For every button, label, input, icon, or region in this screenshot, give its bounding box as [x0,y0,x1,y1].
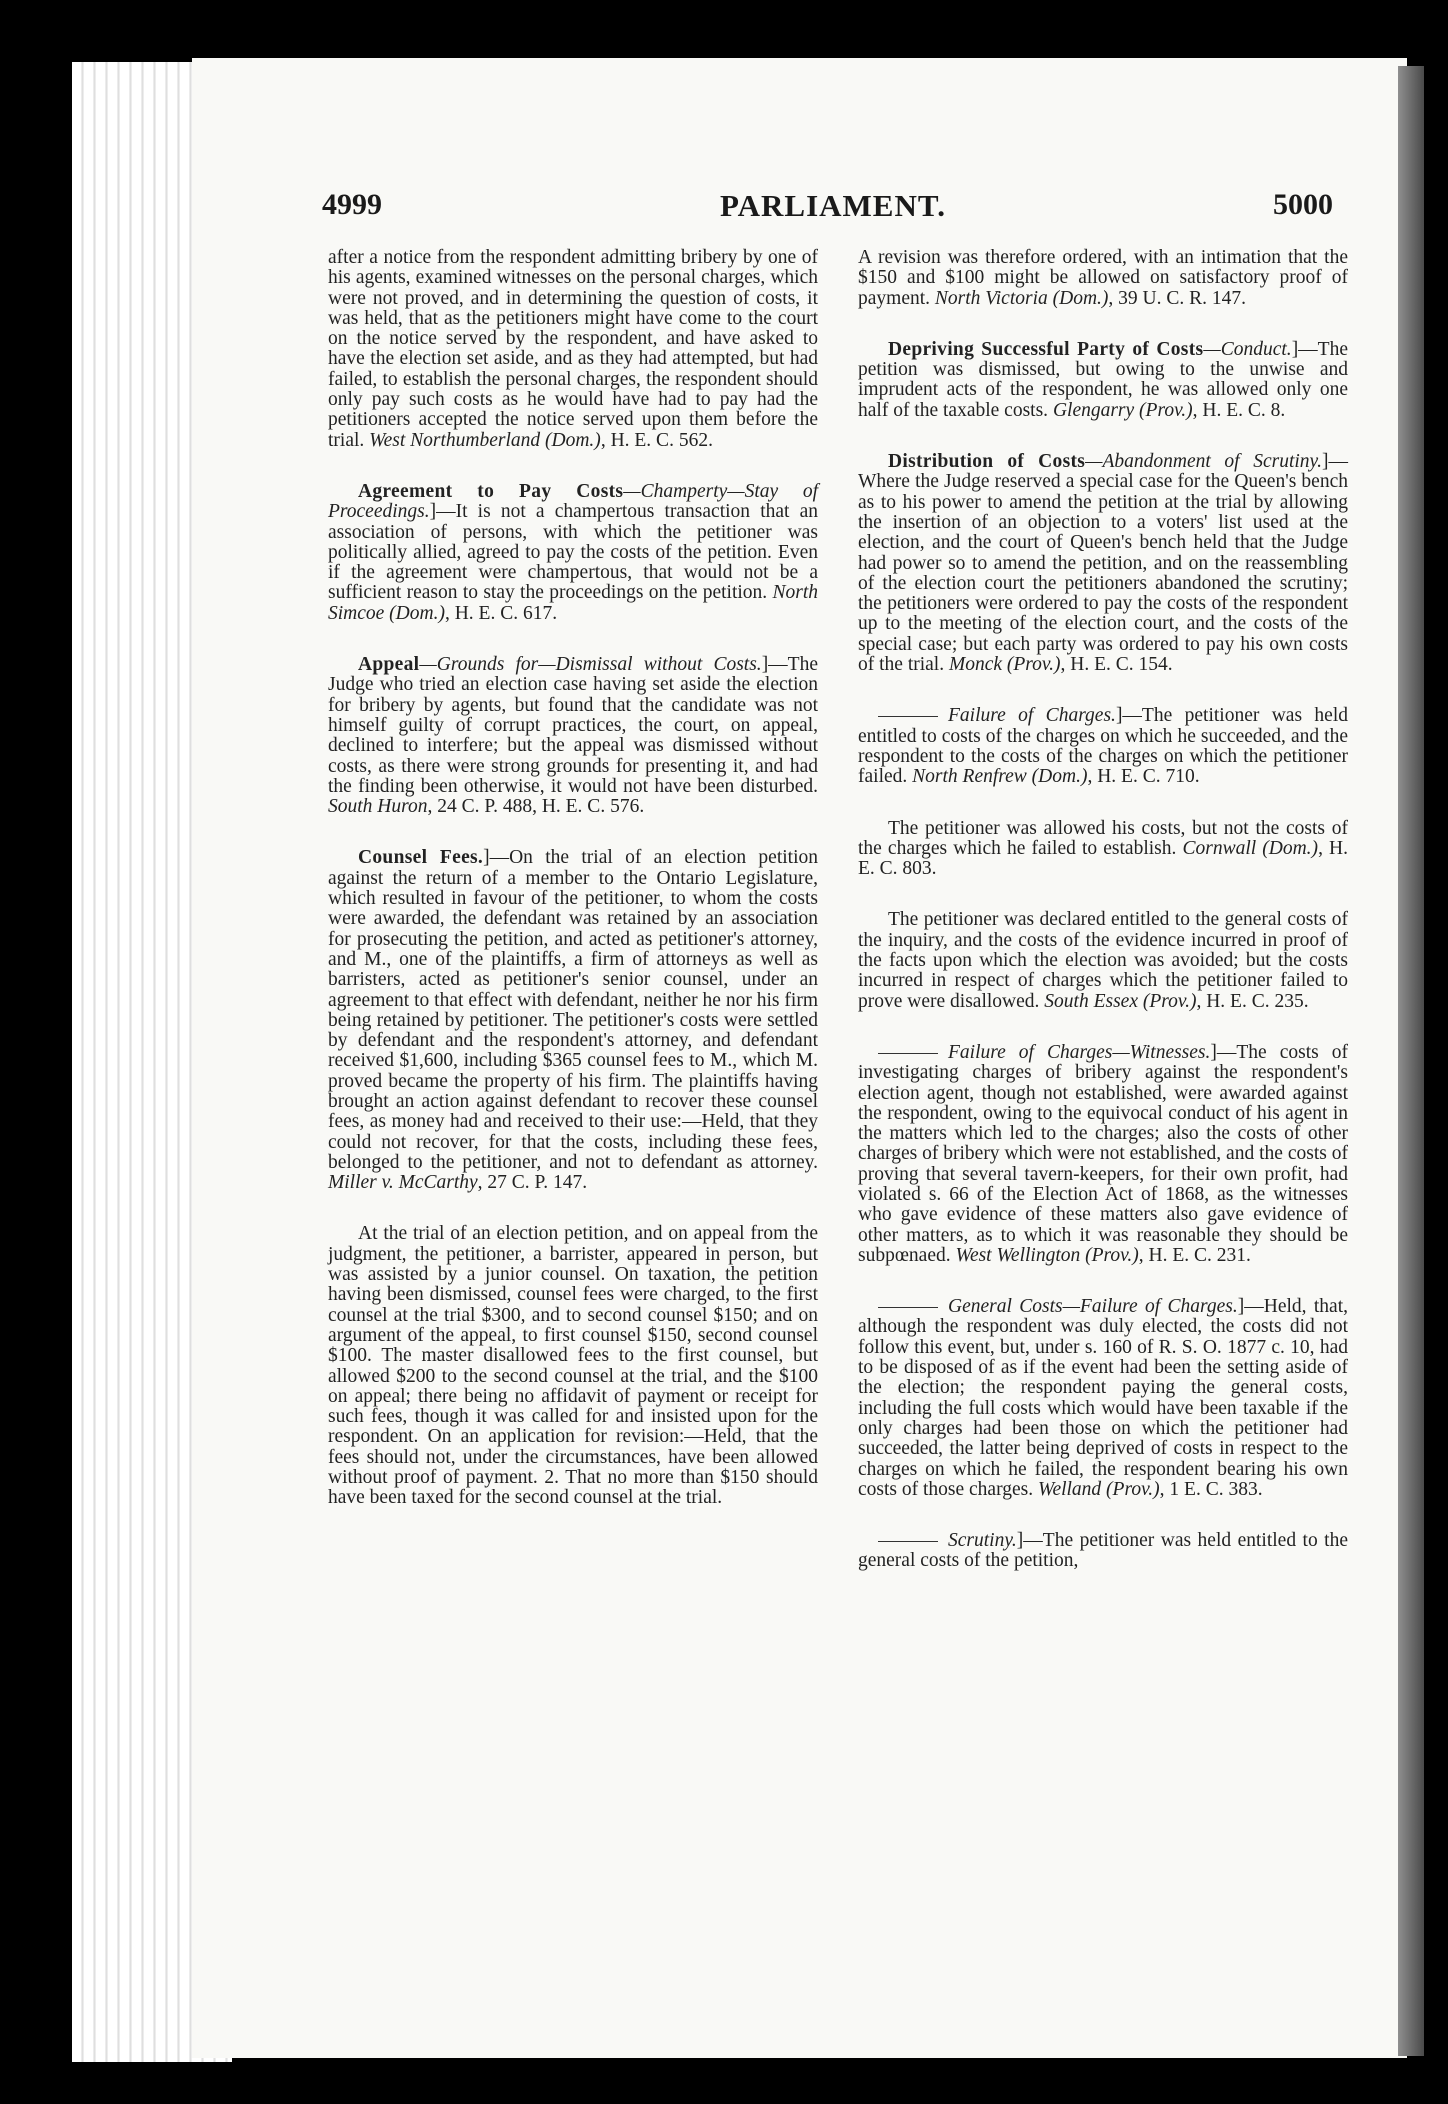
entry-text: ]—The petitioner was held entitled to the general costs of the petition, [858,1530,1348,1572]
running-heading: PARLIAMENT. [720,188,946,223]
entry-text: ]—Where the Judge reserved a special case for the Queen's bench as to his power to amend the petition at the trial by allowing the insertion of an objection to a voters' list used at the election, and the court of Queen's bench held that the Judge had power so to amend the petition, and on the reassembling of the election court the petitioners abandoned the scrutiny; the petitioners were ordered to pay the costs of the respondent up to the meeting of the election court, and the costs of the special case; but each party was ordered to pay his own costs of the trial. [858,451,1348,676]
entry-subheading: —Abandonment of Scrutiny. [1085,451,1322,473]
case-citation: Glengarry (Prov.) [1052,399,1193,421]
entry-text: ]—The petitioner was held entitled to costs of the charges on which he succeeded, and the respondent to the costs of the charges on which the petitioner failed. [858,705,1348,788]
entry-paragraph [858,340,1348,421]
entry-text: after a notice from the respondent admitting bribery by one of his agents, examined witnesses on the personal charges, which were not proved, and in determining the question of costs, it was held, that as the petitioners might have come to the court on the notice served by the respondent, and have asked to have the election set aside, and as they had attempted, but had failed, to establish the personal charges, the respondent should only pay such costs as he would have had to pay had the petitioners accepted the notice served upon them before the trial. [328,247,818,451]
entry-paragraph [858,1531,1348,1572]
entry-heading: Distribution of Costs [888,451,1086,473]
entry-paragraph [858,452,1348,675]
entry-text: The petitioner was declared entitled to the general costs of the inquiry, and the costs of the evidence incurred in proof of the facts upon which the election was avoided; but the costs incurred in respect of charges which the petitioner failed to prove were disallowed. [858,909,1348,1012]
entry-text: ]—It is not a champertous transaction that an association of persons, with which the petitioner was politically allied, agreed to pay the costs of the petition. Even if the agreement were champertous, that would not be a sufficient reason to stay the proceedings on the petition. [328,501,818,604]
case-citation: South Huron [328,796,428,818]
entry-heading: Counsel Fees. [358,847,484,869]
case-citation: South Essex (Prov.) [1044,990,1197,1012]
report-reference: , 24 C. P. 488, H. E. C. 576. [427,796,645,818]
report-reference: , H. E. C. 235. [1196,990,1309,1012]
right-column [858,248,1348,1603]
case-citation: North Simcoe (Dom.) [328,582,818,624]
entry-subheading: Failure of Charges. [948,705,1116,727]
report-reference: , H. E. C. 803. [858,837,1348,880]
entry-subheading: —Grounds for—Dismissal without Costs. [419,654,762,676]
entry-paragraph [328,482,818,624]
ditto-dash [878,1541,938,1542]
page-number-right: 5000 [1273,188,1333,221]
page-number-left: 4999 [322,188,382,221]
report-reference: , H. E. C. 562. [600,429,713,451]
case-citation: Monck (Prov.) [948,654,1061,676]
entry-paragraph [858,910,1348,1011]
entry-paragraph [858,706,1348,787]
ditto-dash [878,1053,938,1054]
page-edge-shadow [1398,66,1424,2056]
entry-text: The petitioner was allowed his costs, but not the costs of the charges which he failed to establish. [858,817,1348,859]
report-reference: , H. E. C. 617. [444,602,558,624]
report-reference: , H. E. C. 8. [1192,399,1286,421]
entry-paragraph [858,819,1348,880]
entry-paragraph [858,248,1348,309]
case-citation: North Renfrew (Dom.) [912,766,1088,788]
entry-text: ]—Held, that, although the respondent was duly elected, the costs did not follow this event, but, under s. 160 of R. S. O. 1877 c. 10, had to be disposed of as if the event had been the setting aside of the election; the respondent paying the general costs, including the full costs which would have been taxable if the only charges had been those on which the petitioner had succeeded, the latter being deprived of costs in respect to the charges on which he failed, the respondent bearing his own costs of those charges. [858,1296,1349,1500]
entry-paragraph [858,1297,1348,1500]
report-reference: , H. E. C. 154. [1060,654,1173,676]
report-reference: , H. E. C. 710. [1087,766,1200,788]
entry-text: At the trial of an election petition, and on appeal from the judgment, the petitioner, a barrister, appeared in person, but was assisted by a junior counsel. On taxation, the petition having been dismissed, counsel fees were charged, to the first counsel at the trial $300, and to second counsel $150; and on argument of the appeal, to first counsel $150, second counsel $100. The master disallowed fees to the first counsel, but allowed $200 to the second counsel at the trial, and the $100 on appeal; there being no affidavit of payment or receipt for such fees, though it was called for and insisted upon for the respondent. On an application for revision:—Held, that the fees should not, under the circumstances, have been allowed without proof of payment. 2. That no more than $150 should have been taxed for the second counsel at the trial. [328,1223,818,1509]
entry-subheading: —Conduct. [1203,338,1292,360]
entry-text: ]—The Judge who tried an election case having set aside the election for bribery by agents, but found that the candidate was not himself guilty of corrupt practices, the court, on appeal, declined to interfere; but the appeal was dismissed without costs, as there were strong grounds for presenting it, and had the finding been otherwise, it would not have been disturbed. [328,654,818,797]
report-reference: , H. E. C. 231. [1138,1244,1251,1266]
entry-subheading: General Costs—Failure of Charges. [948,1296,1238,1318]
left-column [328,248,818,1540]
entry-paragraph [858,1043,1348,1266]
entry-text: ]—The petition was dismissed, but owing to the unwise and imprudent acts of the respondent, he was allowed only one half of the taxable costs. [858,338,1348,421]
entry-paragraph [328,655,818,817]
ditto-dash [878,716,938,717]
entry-paragraph [328,848,818,1193]
entry-heading: Agreement to Pay Costs [358,480,624,502]
case-citation: North Victoria (Dom.) [934,287,1109,309]
entry-subheading: Scrutiny. [948,1530,1017,1552]
entry-heading: Depriving Successful Party of Costs [888,338,1204,360]
entry-paragraph [328,248,818,451]
case-citation: Cornwall (Dom.) [1182,837,1319,859]
entry-text: ]—The costs of investigating charges of bribery against the respondent's election agent, though not established, were awarded against the respondent, owing to the equivocal conduct of his agent in the matters which led to the charges; also the costs of other charges of bribery which were not established, and the costs of proving that several tavern-keepers, for their own profit, had violated s. 66 of the Election Act of 1868, as the witnesses who gave evidence of these matters also gave evidence of other matters, as to which it was reasonable they should be subpœnaed. [858,1041,1348,1266]
entry-heading: Appeal [358,654,420,676]
case-citation: West Wellington (Prov.) [955,1244,1139,1266]
report-reference: , 1 E. C. 383. [1159,1478,1263,1500]
case-citation: Miller v. McCarthy [328,1172,478,1194]
report-reference: , 39 U. C. R. 147. [1108,287,1247,309]
case-citation: West Northumberland (Dom.) [369,429,601,451]
report-reference: , 27 C. P. 147. [477,1172,588,1194]
case-citation: Welland (Prov.) [1037,1478,1160,1500]
entry-text: A revision was therefore ordered, with an intimation that the $150 and $100 might be allowed on satisfactory proof of payment. [858,247,1348,309]
entry-subheading: —Champerty—Stay of Proceedings. [328,480,818,523]
entry-text: ]—On the trial of an election petition against the return of a member to the Ontario Legislature, which resulted in favour of the petitioner, to whom the costs were awarded, the defendant was retained by an association for prosecuting the petition, and acted as petitioner's attorney, and M., one of the plaintiffs, a firm of attorneys as well as barristers, acted as petitioner's senior counsel, under an agreement to that effect with defendant, neither he nor his firm being retained by petitioner. The petitioner's costs were settled by defendant and the respondent's attorney, and defendant received $1,600, including $365 counsel fees to M., which M. proved became the property of his firm. The plaintiffs having brought an action against defendant to recover these counsel fees, as money had and received to their use:—Held, that they could not recover, for that the costs, including these fees, belonged to the petitioner, and not to defendant as attorney. [328,847,818,1173]
entry-subheading: Failure of Charges—Witnesses. [948,1041,1211,1063]
entry-paragraph [328,1224,818,1508]
ditto-dash [878,1307,938,1308]
